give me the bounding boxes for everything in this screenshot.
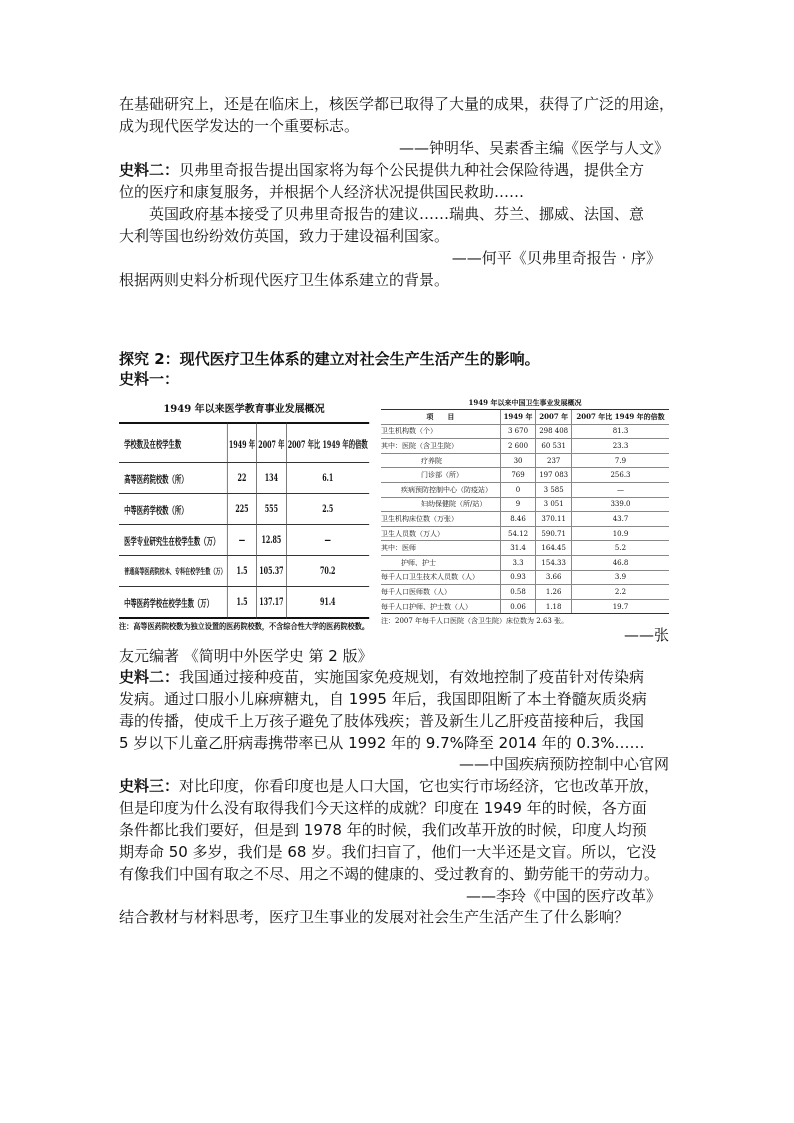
table-header: 项 目 xyxy=(381,410,500,425)
table-cell: 6.1 xyxy=(286,463,369,494)
table-cell: 3.3 xyxy=(500,555,536,570)
table-row xyxy=(119,463,369,494)
material-paragraph xyxy=(119,160,644,180)
text-line: 但是印度为什么没有取得我们今天这样的成就？印度在 1949 年的时候，各方面 xyxy=(119,799,647,817)
table-header: 2007 年 xyxy=(257,423,286,463)
table-cell: 0.93 xyxy=(500,570,536,585)
table-row xyxy=(381,512,669,527)
table-cell: 5.2 xyxy=(572,541,670,556)
table-header: 2007 年 xyxy=(536,410,572,425)
table-note: 注：2007 年每千人口医院（含卫生院）床位数为 2.63 张。 xyxy=(381,617,569,626)
table-cell: 1.5 xyxy=(227,556,256,587)
text-line: 在基础研究上，还是在临床上，核医学都已取得了大量的成果，获得了广泛的用途， xyxy=(119,95,675,113)
table-cell: 12.85 xyxy=(257,525,286,556)
table-row xyxy=(381,555,669,570)
table-cell: 普通高等医药院校本、专科在校学生数（万） xyxy=(119,556,227,587)
source-citation: 友元编著 《简明中外医学史 第 2 版》 xyxy=(119,647,373,665)
table-cell: 555 xyxy=(257,494,286,525)
table-cell: 23.3 xyxy=(572,439,670,454)
table-cell: 30 xyxy=(500,453,536,468)
table-cell: 105.37 xyxy=(257,556,286,587)
table-cell: 高等医药院校数（所） xyxy=(119,463,227,494)
material-label: 史料三： xyxy=(119,777,180,795)
table-cell: 225 xyxy=(227,494,256,525)
table-cell: 7.9 xyxy=(572,453,670,468)
table-cell: 中等医药学校数（所） xyxy=(119,494,227,525)
table-cell: 1.18 xyxy=(536,599,572,614)
table-cell: 43.7 xyxy=(572,512,670,527)
table-row xyxy=(381,497,669,512)
table-row xyxy=(381,526,669,541)
table-title: 1949 年以来中国卫生事业发展概况 xyxy=(468,398,582,407)
table-cell: 疾病预防控制中心（防疫站） xyxy=(381,482,500,497)
text-line: 毒的传播，使成千上万孩子避免了肢体残疾；普及新生儿乙肝疫苗接种后，我国 xyxy=(119,712,645,730)
table-cell: 卫生机构数（个） xyxy=(381,424,500,439)
table-cell: 370.11 xyxy=(536,512,572,527)
text-line: 贝弗里奇报告提出国家将为每个公民提供九种社会保险待遇，提供全方 xyxy=(179,161,645,179)
table-row xyxy=(381,599,669,614)
table-cell: 9 xyxy=(500,497,536,512)
question-text: 根据两则史料分析现代医疗卫生体系建立的背景。 xyxy=(119,271,450,289)
table-cell: 164.45 xyxy=(536,541,572,556)
material-label: 史料二： xyxy=(119,668,180,686)
table-cell: 3 051 xyxy=(536,497,572,512)
table-header: 2007 年比 1949 年的倍数 xyxy=(572,410,670,425)
table-header: 2007 年比 1949 年的倍数 xyxy=(286,423,369,463)
table-row xyxy=(381,424,669,439)
table-cell: 3 585 xyxy=(536,482,572,497)
text-line: 发病。通过口服小儿麻痹糖丸，自 1995 年后，我国即阻断了本土脊髓灰质炎病 xyxy=(119,690,647,708)
health-table xyxy=(381,397,669,628)
table-cell: 8.46 xyxy=(500,512,536,527)
table-row xyxy=(119,556,369,587)
question-text: 结合教材与材料思考，医疗卫生事业的发展对社会生产生活产生了什么影响？ xyxy=(119,908,630,926)
table-row xyxy=(381,439,669,454)
table-cell: 81.3 xyxy=(572,424,670,439)
table-cell: 0.58 xyxy=(500,585,536,600)
source-citation: ——钟明华、吴素香主编《医学与人文》 xyxy=(398,139,669,157)
table-cell: 门诊部（所） xyxy=(381,468,500,483)
text-line: 大利等国也纷纷效仿英国，致力于建设福利国家。 xyxy=(119,227,450,245)
table-cell: 22 xyxy=(227,463,256,494)
material-paragraph xyxy=(119,667,644,687)
table-cell: 154.33 xyxy=(536,555,572,570)
table-row xyxy=(119,587,369,619)
table-cell: 197 083 xyxy=(536,468,572,483)
source-citation: ——李玲《中国的医疗改革》 xyxy=(465,887,661,905)
text-line: 位的医疗和康复服务，并根据个人经济状况提供国民救助…… xyxy=(119,183,525,201)
table-cell: 妇幼保健院（所/站） xyxy=(381,497,500,512)
table-cell: 卫生机构床位数（万张） xyxy=(381,512,500,527)
table-cell: 3 670 xyxy=(500,424,536,439)
table-cell: 0.06 xyxy=(500,599,536,614)
table-header: 1949 年 xyxy=(227,423,256,463)
table-cell: 31.4 xyxy=(500,541,536,556)
text-line: 对比印度，你看印度也是人口大国，它也实行市场经济，它也改革开放， xyxy=(179,777,660,795)
table-row xyxy=(381,453,669,468)
table-cell: 其中：医院（含卫生院） xyxy=(381,439,500,454)
table-cell: 54.12 xyxy=(500,526,536,541)
text-line: 成为现代医学发达的一个重要标志。 xyxy=(119,117,360,135)
source-citation: ——何平《贝弗里奇报告 · 序》 xyxy=(451,249,661,267)
table-cell: 1.5 xyxy=(227,587,256,619)
table-cell: 769 xyxy=(500,468,536,483)
material-paragraph xyxy=(119,776,659,796)
table-cell: 2.5 xyxy=(286,494,369,525)
text-line: 期寿命 50 多岁，我们是 68 岁。我们扫盲了，他们一大半还是文盲。所以，它没 xyxy=(119,843,657,861)
table-note: 注：高等医药院校数为独立设置的医药院校数，不含综合性大学的医药院校数。 xyxy=(119,621,370,631)
table-row xyxy=(381,585,669,600)
table-cell: 疗养院 xyxy=(381,453,500,468)
table-cell: 10.9 xyxy=(572,526,670,541)
table-cell: 每千人口卫生技术人员数（人） xyxy=(381,570,500,585)
source-citation: ——中国疾病预防控制中心官网 xyxy=(458,755,669,773)
table-cell: 237 xyxy=(536,453,572,468)
text-line: 条件都比我们要好，但是到 1978 年的时候，我们改革开放的时候，印度人均预 xyxy=(119,821,647,839)
table-cell: 46.8 xyxy=(572,555,670,570)
material-label: 史料一： xyxy=(119,370,180,388)
table-row xyxy=(381,468,669,483)
education-table xyxy=(119,398,369,633)
table-cell: 2 600 xyxy=(500,439,536,454)
text-line: 5 岁以下儿童乙肝病毒携带率已从 1992 年的 9.7%降至 2014 年的 0.3%…… xyxy=(119,734,645,752)
table-row xyxy=(381,541,669,556)
table-cell: 590.71 xyxy=(536,526,572,541)
table-cell: — xyxy=(286,525,369,556)
text-line: 我国通过接种疫苗，实施国家免疫规划，有效地控制了疫苗针对传染病 xyxy=(179,668,645,686)
source-citation: ——张 xyxy=(623,626,669,644)
table-cell: 2.2 xyxy=(572,585,670,600)
table-row xyxy=(381,482,669,497)
table-cell: 137.17 xyxy=(257,587,286,619)
table-row xyxy=(119,525,369,556)
table-cell: 256.3 xyxy=(572,468,670,483)
table-title: 1949 年以来医学教育事业发展概况 xyxy=(163,404,325,415)
text-line: 英国政府基本接受了贝弗里奇报告的建议……瑞典、芬兰、挪威、法国、意 xyxy=(149,205,645,223)
table-header: 学校数及在校学生数 xyxy=(119,423,227,463)
table-cell: 134 xyxy=(257,463,286,494)
table-cell: 0 xyxy=(500,482,536,497)
table-cell: 中等医药学校在校学生数（万） xyxy=(119,587,227,619)
table-cell: — xyxy=(572,482,670,497)
table-cell: 每千人口护师、护士数（人） xyxy=(381,599,500,614)
table-row xyxy=(381,570,669,585)
table-cell: 3.9 xyxy=(572,570,670,585)
text-line: 有像我们中国有取之不尽、用之不竭的健康的、受过教育的、勤劳能干的劳动力。 xyxy=(119,865,660,883)
material-label: 史料二： xyxy=(119,161,180,179)
table-header: 1949 年 xyxy=(500,410,536,425)
table-cell: 19.7 xyxy=(572,599,670,614)
table-cell: 1.26 xyxy=(536,585,572,600)
table-cell: 298 408 xyxy=(536,424,572,439)
table-row xyxy=(119,494,369,525)
table-cell: 护师、护士 xyxy=(381,555,500,570)
table-cell: 医学专业研究生在校学生数（万） xyxy=(119,525,227,556)
table-cell: 339.0 xyxy=(572,497,670,512)
table-cell: 60 531 xyxy=(536,439,572,454)
table-cell: 每千人口医师数（人） xyxy=(381,585,500,600)
table-cell: — xyxy=(227,525,256,556)
table-cell: 其中：医师 xyxy=(381,541,500,556)
table-cell: 70.2 xyxy=(286,556,369,587)
table-cell: 卫生人员数（万人） xyxy=(381,526,500,541)
table-cell: 3.66 xyxy=(536,570,572,585)
inquiry-heading: 探究 2：现代医疗卫生体系的建立对社会生产生活产生的影响。 xyxy=(119,350,540,368)
table-cell: 91.4 xyxy=(286,587,369,619)
